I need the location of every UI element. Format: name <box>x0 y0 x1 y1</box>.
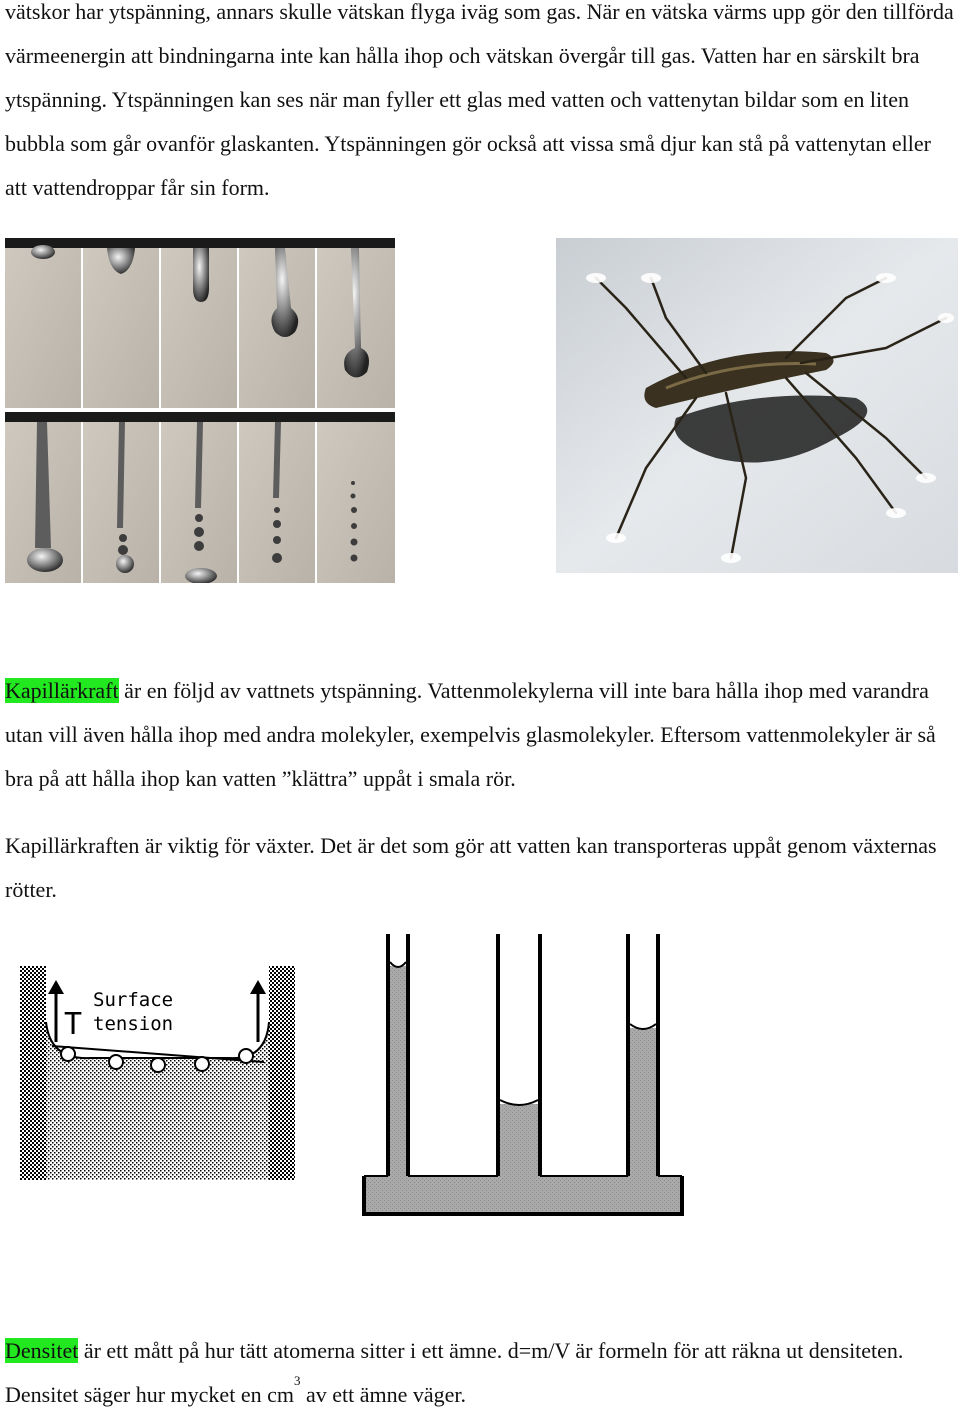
water-strider-image <box>556 238 958 573</box>
paragraph-text: vätskor har ytspänning, annars skulle vätskan flyga iväg som gas. När en vätska värms upp gör den tillförda värmeenergin att bindningarna inte kan hålla ihop och vätskan övergår till gas. Vatten har en särskilt bra ytspänning. Ytspänningen kan ses när man fyller ett glas med vatten och vattenytan bildar som en liten bubbla som går ovanför glaskanten. Ytspänningen gör också att vissa små djur kan stå på vattenytan eller att vattendroppar får sin form. <box>5 0 954 200</box>
paragraph-capillary-force <box>5 669 955 801</box>
surface-tension-image <box>20 962 295 1180</box>
paragraph-surface-tension <box>5 0 955 210</box>
water-strider-photo <box>556 238 958 573</box>
surface-tension-diagram <box>20 962 295 1180</box>
superscript-exponent: 3 <box>293 1373 301 1388</box>
paragraph-text: är ett mått på hur tätt atomerna sitter i ett ämne. d=m/V är formeln för att räkna ut densiteten. Densitet säger hur mycket en cm <box>5 1338 904 1407</box>
paragraph-plants <box>5 824 955 912</box>
paragraph-text: är en följd av vattnets ytspänning. Vattenmolekylerna vill inte bara hålla ihop med varandra utan vill även hålla ihop med andra molekyler, exempelvis glasmolekyler. Eftersom vattenmolekyler är så bra på att hålla ihop kan vatten ”klättra” uppåt i smala rör. <box>5 678 936 791</box>
highlighted-term-kapillarkraft: Kapillärkraft <box>5 678 119 703</box>
capillary-tubes-diagram <box>360 932 686 1218</box>
surface-tension-symbol: T <box>64 1007 83 1042</box>
water-drop-sequence-photo <box>5 238 395 583</box>
surface-tension-label-line2: tension <box>93 1013 174 1035</box>
paragraph-density <box>5 1329 955 1417</box>
surface-tension-label-line1: Surface <box>93 989 174 1011</box>
drop-sequence-image <box>5 238 395 583</box>
capillary-tubes-image <box>360 932 686 1218</box>
paragraph-text-end: av ett ämne väger. <box>300 1382 467 1407</box>
highlighted-term-densitet: Densitet <box>5 1338 79 1363</box>
paragraph-text: Kapillärkraften är viktig för växter. Det är det som gör att vatten kan transporteras uppåt genom växternas rötter. <box>5 833 937 902</box>
